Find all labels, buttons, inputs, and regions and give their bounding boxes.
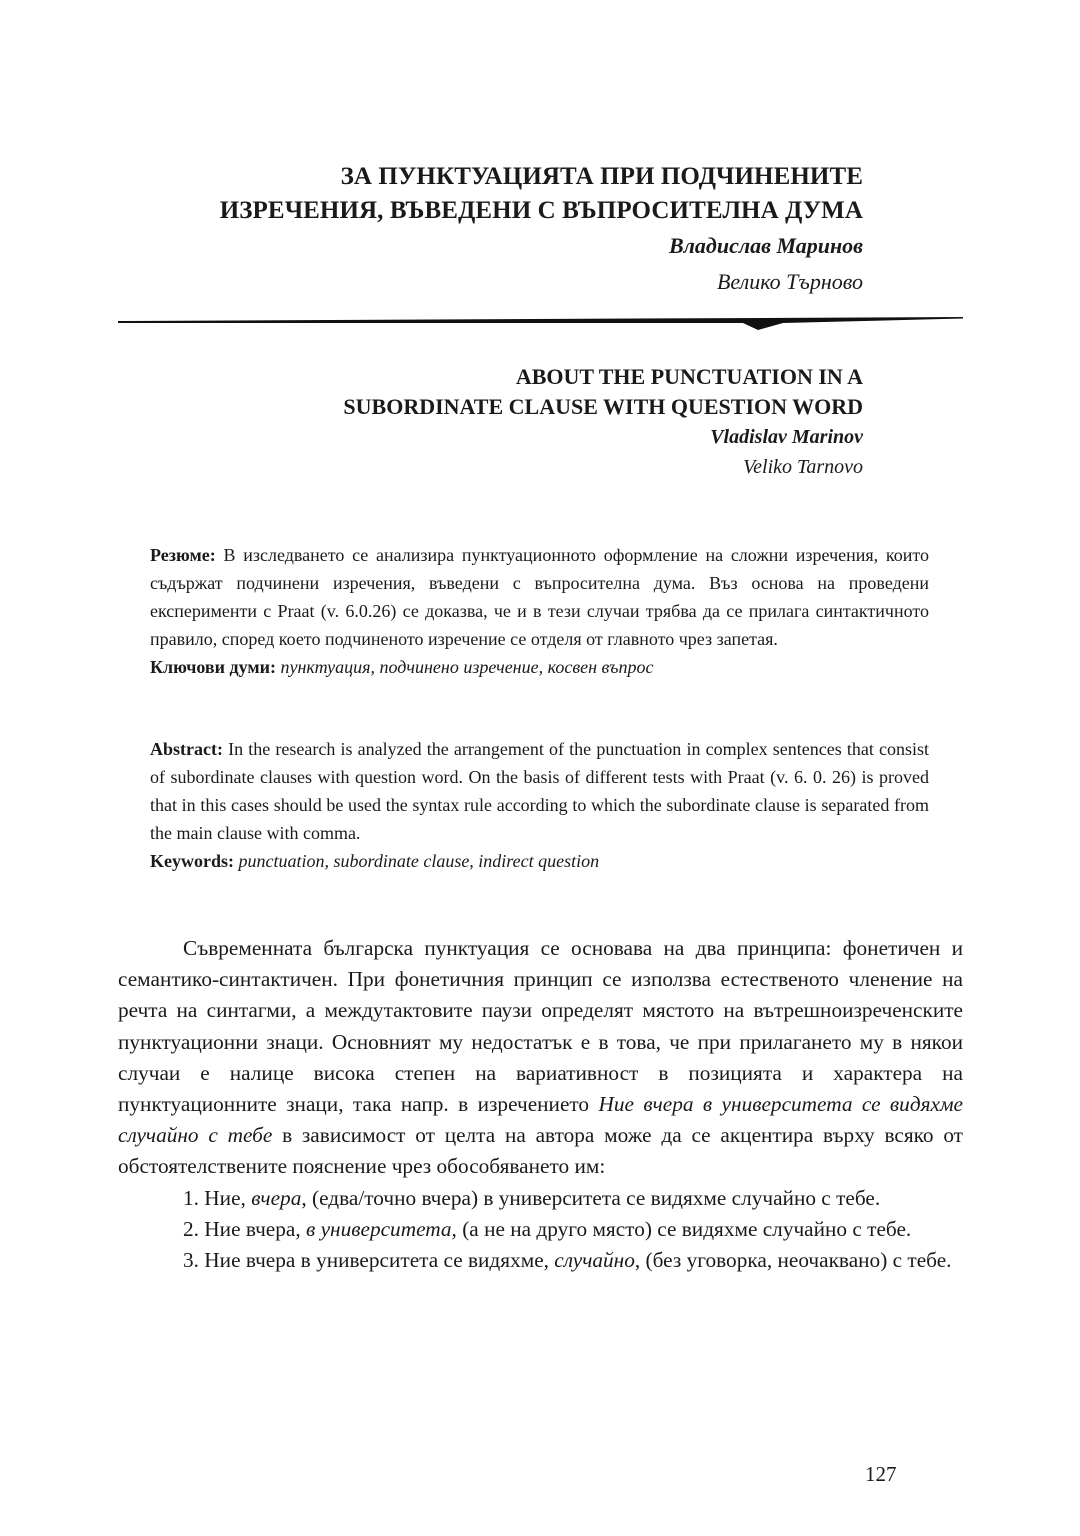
bulgarian-title-line-1: ЗА ПУНКТУАЦИЯТА ПРИ ПОДЧИНЕНИТЕ (340, 163, 863, 190)
header-divider-rule (118, 308, 963, 332)
body-paragraph-1 (118, 933, 963, 1183)
bulgarian-author: Владислав Маринов (668, 233, 863, 258)
example-1-part-b: , (едва/точно вчера) в университета се видяхме случайно с тебе. (301, 1185, 881, 1210)
example-1 (118, 1183, 963, 1214)
main-body-text (118, 933, 963, 1276)
bulgarian-keywords-label: Ключови думи: (150, 657, 277, 677)
english-abstract (150, 735, 929, 875)
english-abstract-label: Abstract: (150, 739, 223, 759)
bulgarian-abstract-text: В изследването се анализира пунктуационното оформление на сложни изречения, които съдържат подчинени изречения, въведени с въпросителна дума. Въз основа на проведени експерименти с Praat (v. 6.0.26) се доказва, че и в тези случаи трябва да се прилага синтактичното правило, според което подчиненото изречение се отделя от главното чрез запетая. (150, 545, 929, 649)
example-2-part-a: 2. Ние вчера, (183, 1216, 307, 1241)
example-3-part-b: , (без уговорка, неочаквано) с тебе. (634, 1248, 952, 1273)
example-1-part-a: 1. Ние, (183, 1185, 252, 1210)
body-paragraph-1-part-a: Съвременната българска пунктуация се основава на два принципа: фонетичен и семантико-синтактичен. При фонетичния принцип се използва естественото членение на речта на синтагми, а междутактовите паузи определят мястото на вътрешноизреченските пунктуационни знаци. Основният му недостатък е в това, че при прилагането му в някои случаи е налице висока степен на вариативност в позицията и характера на пунктуационните знаци, така напр. в изречението (118, 936, 963, 1117)
example-3-part-a: 3. Ние вчера в университета се видяхме, (183, 1248, 555, 1273)
english-abstract-body (150, 735, 929, 847)
english-title-line-2: SUBORDINATE CLAUSE WITH QUESTION WORD (343, 394, 863, 419)
example-2 (118, 1214, 963, 1245)
bulgarian-abstract (150, 541, 929, 681)
english-city: Veliko Tarnovo (743, 456, 863, 478)
english-title-line-1: ABOUT THE PUNCTUATION IN A (515, 364, 863, 389)
bulgarian-title-line-2: ИЗРЕЧЕНИЯ, ВЪВЕДЕНИ С ВЪПРОСИТЕЛНА ДУМА (219, 197, 863, 224)
example-2-emphasis: в университета (306, 1216, 452, 1241)
bulgarian-keywords-text: пунктуация, подчинено изречение, косвен въпрос (276, 657, 654, 677)
body-paragraph-1-part-b: в зависимост от целта на автора може да се акцентира върху всяко от обстоятелствените пояснение чрез обособяването им: (118, 1123, 963, 1179)
bulgarian-abstract-body (150, 541, 929, 653)
bulgarian-title-block (220, 160, 863, 300)
english-keywords (150, 847, 929, 875)
example-3 (118, 1245, 963, 1276)
example-3-emphasis: случайно (554, 1248, 635, 1273)
bulgarian-keywords (150, 653, 929, 681)
example-1-emphasis: вчера (251, 1185, 302, 1210)
bulgarian-abstract-label: Резюме: (150, 545, 216, 565)
body-paragraph-1-example: Ние вчера в университета се видяхме случайно с тебе (118, 1092, 963, 1148)
english-keywords-text: punctuation, subordinate clause, indirect question (234, 851, 600, 871)
example-2-part-b: , (а не на друго място) се видяхме случайно с тебе. (451, 1216, 912, 1241)
english-abstract-text: In the research is analyzed the arrangement of the punctuation in complex sentences that consist of subordinate clauses with question word. On the basis of different tests with Praat (v. 6. 0. 26) is proved that in this cases should be used the syntax rule according to which the subordinate clause is separated from the main clause with comma. (150, 739, 929, 843)
english-author: Vladislav Marinov (710, 426, 863, 448)
page-number: 127 (865, 1462, 897, 1486)
bulgarian-city: Велико Търново (716, 269, 863, 294)
english-keywords-label: Keywords: (150, 851, 234, 871)
english-title-block (343, 362, 863, 482)
